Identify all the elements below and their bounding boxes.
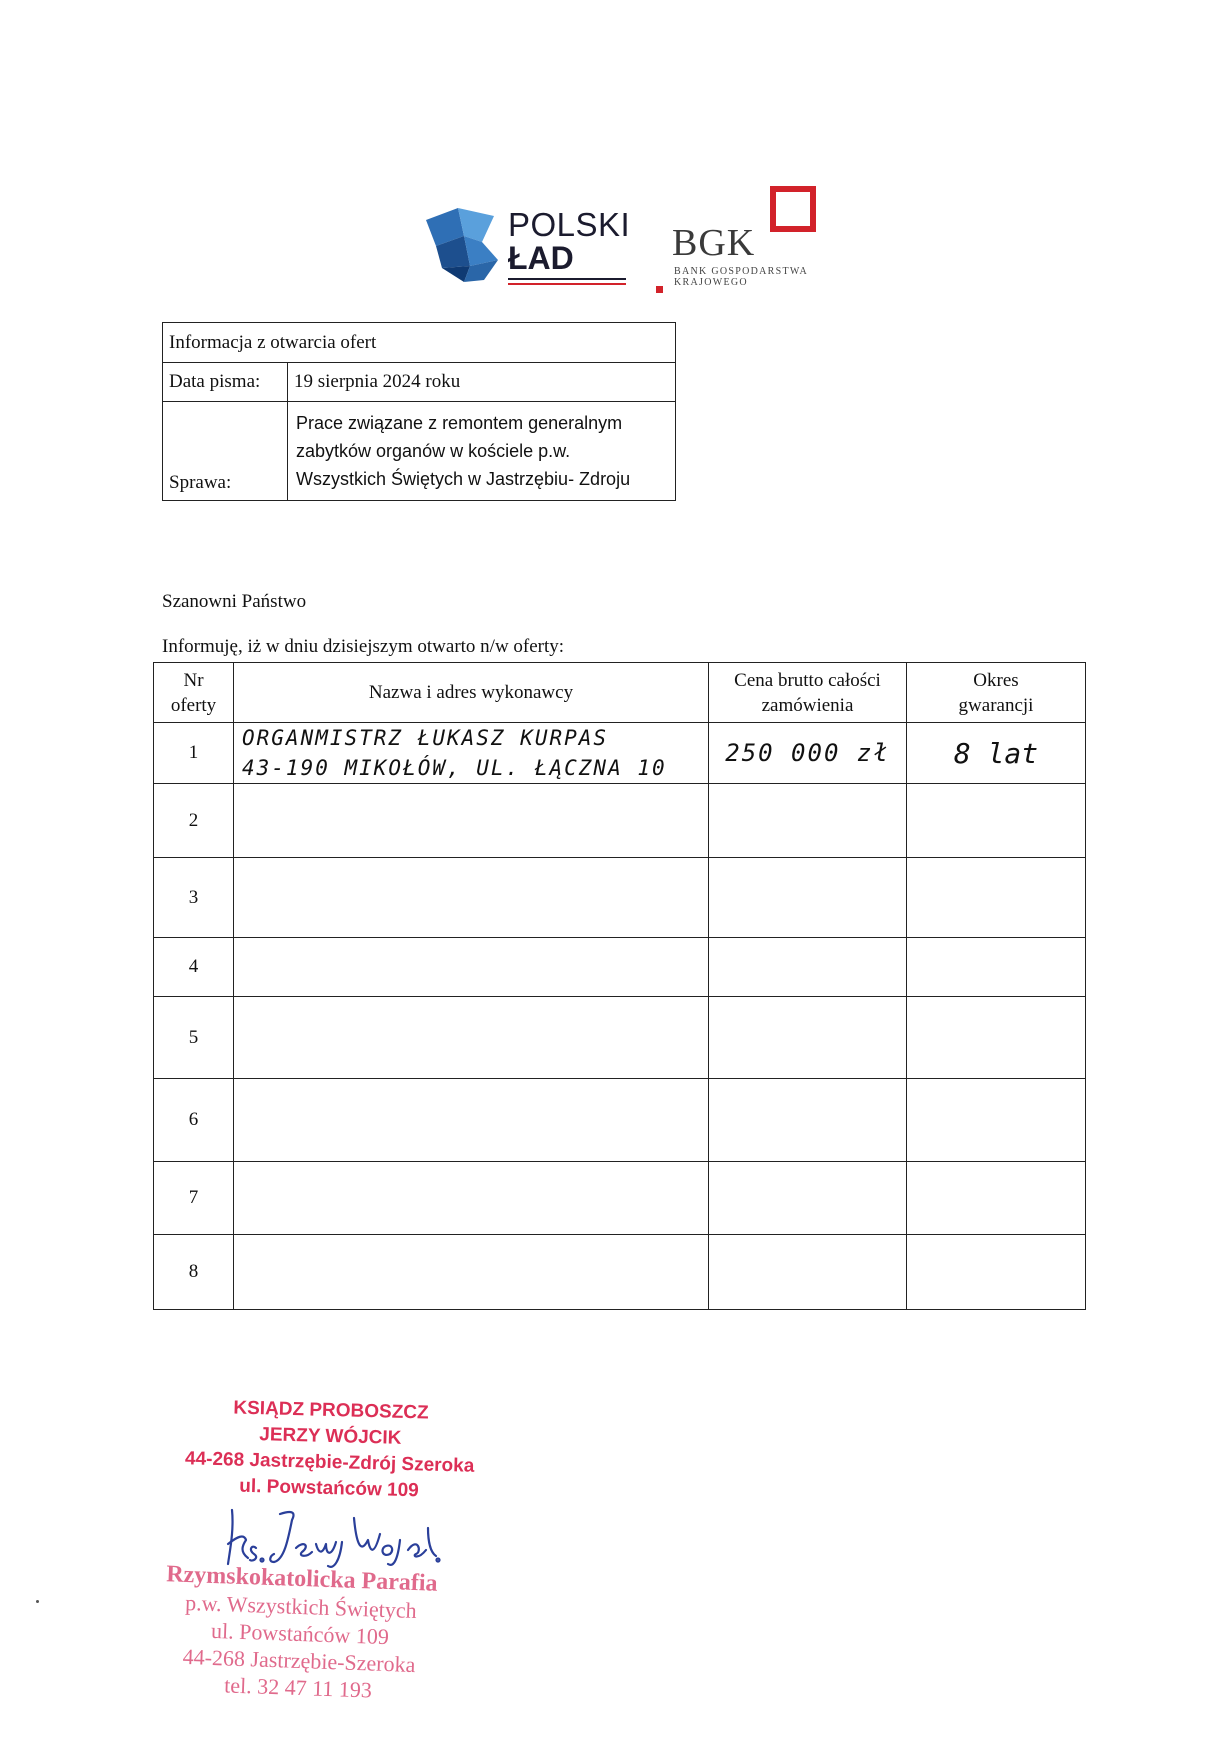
table-row bbox=[154, 1162, 1086, 1235]
bgk-text: BGK bbox=[672, 222, 756, 264]
row-price bbox=[709, 997, 907, 1079]
row-price bbox=[709, 784, 907, 858]
row-nr: 4 bbox=[154, 938, 234, 997]
row-nr: 1 bbox=[154, 723, 234, 784]
row-price bbox=[709, 1162, 907, 1235]
bgk-dot-icon bbox=[656, 286, 663, 293]
parish-stamp-line4: 44-268 Jastrzębie-Szeroka bbox=[182, 1643, 416, 1678]
polski-lad-text-line2: ŁAD bbox=[508, 240, 574, 276]
subject-value bbox=[288, 402, 676, 501]
subject-line1: Prace związane z remontem generalnym bbox=[296, 413, 623, 433]
row-nr: 5 bbox=[154, 997, 234, 1079]
header-nr-line2: oferty bbox=[170, 694, 217, 716]
header-warranty-line2: gwarancji bbox=[958, 694, 1034, 716]
header-warranty-line1: Okres bbox=[973, 669, 1019, 691]
table-row bbox=[154, 723, 1086, 784]
polski-lad-map-icon bbox=[424, 206, 500, 284]
parish-stamp bbox=[118, 1560, 482, 1707]
row-warranty: 8 lat bbox=[907, 723, 1086, 784]
row-warranty bbox=[907, 1079, 1086, 1162]
priest-stamp bbox=[179, 1394, 482, 1506]
row-warranty bbox=[907, 997, 1086, 1079]
row-warranty bbox=[907, 1162, 1086, 1235]
row-name bbox=[234, 938, 709, 997]
row-nr: 6 bbox=[154, 1079, 234, 1162]
polski-lad-logo bbox=[424, 206, 654, 292]
offers-header-row bbox=[154, 663, 1086, 723]
header-price-line2: zamówienia bbox=[761, 694, 854, 716]
header-nr-line1: Nr bbox=[183, 669, 204, 691]
row-nr: 8 bbox=[154, 1235, 234, 1310]
intro-text: Informuję, iż w dniu dzisiejszym otwarto n/w oferty: bbox=[162, 636, 565, 657]
info-title: Informacja z otwarcia ofert bbox=[163, 323, 676, 363]
header-name: Nazwa i adres wykonawcy bbox=[234, 663, 709, 723]
row-price: 250 000 zł bbox=[709, 723, 907, 784]
row-name bbox=[234, 997, 709, 1079]
parish-stamp-line2: p.w. Wszystkich Świętych bbox=[184, 1589, 418, 1624]
row-nr: 2 bbox=[154, 784, 234, 858]
priest-stamp-line4: ul. Powstańców 109 bbox=[238, 1475, 419, 1502]
priest-stamp-line3: 44-268 Jastrzębie-Zdrój Szeroka bbox=[184, 1448, 475, 1477]
offers-table bbox=[153, 662, 1086, 1310]
row-nr: 3 bbox=[154, 858, 234, 938]
row-warranty bbox=[907, 858, 1086, 938]
row-name bbox=[234, 1235, 709, 1310]
row-name-line1: ORGANMISTRZ ŁUKASZ KURPAS bbox=[242, 726, 609, 750]
row-name bbox=[234, 784, 709, 858]
table-row bbox=[154, 784, 1086, 858]
priest-stamp-line1: KSIĄDZ PROBOSZCZ bbox=[233, 1397, 429, 1424]
row-nr: 7 bbox=[154, 1162, 234, 1235]
table-row bbox=[154, 938, 1086, 997]
row-price bbox=[709, 1079, 907, 1162]
parish-stamp-line3: ul. Powstańców 109 bbox=[210, 1617, 390, 1650]
header-nr bbox=[154, 663, 234, 723]
date-value: 19 sierpnia 2024 roku bbox=[288, 363, 676, 402]
row-warranty bbox=[907, 1235, 1086, 1310]
table-row bbox=[154, 858, 1086, 938]
bgk-logo bbox=[656, 186, 826, 298]
bgk-square-icon bbox=[770, 186, 816, 232]
priest-stamp-line2: JERZY WÓJCIK bbox=[259, 1424, 402, 1449]
subject-line3: Wszystkich Świętych w Jastrzębiu- Zdroju bbox=[296, 469, 631, 489]
row-name-line2: 43-190 MIKOŁÓW, UL. ŁĄCZNA 10 bbox=[242, 756, 667, 780]
polski-lad-flag-lines bbox=[508, 278, 626, 286]
bgk-subtitle-line2: KRAJOWEGO bbox=[674, 277, 748, 288]
header-warranty bbox=[907, 663, 1086, 723]
bgk-subtitle-line1: BANK GOSPODARSTWA bbox=[674, 266, 809, 277]
row-warranty bbox=[907, 784, 1086, 858]
row-price bbox=[709, 858, 907, 938]
date-label: Data pisma: bbox=[163, 363, 288, 402]
signature-icon bbox=[222, 1500, 442, 1570]
row-price bbox=[709, 1235, 907, 1310]
subject-label: Sprawa: bbox=[163, 402, 288, 501]
row-warranty bbox=[907, 938, 1086, 997]
table-row bbox=[154, 1235, 1086, 1310]
row-name bbox=[234, 1079, 709, 1162]
row-name bbox=[234, 1162, 709, 1235]
scan-speck bbox=[36, 1600, 39, 1603]
header-price bbox=[709, 663, 907, 723]
row-name bbox=[234, 858, 709, 938]
greeting: Szanowni Państwo bbox=[162, 591, 307, 612]
table-row bbox=[154, 997, 1086, 1079]
parish-stamp-line5: tel. 32 47 11 193 bbox=[223, 1672, 373, 1703]
polski-lad-text-line1: POLSKI bbox=[508, 206, 631, 243]
parish-stamp-line1: Rzymskokatolicka Parafia bbox=[165, 1561, 438, 1597]
row-name bbox=[234, 723, 709, 784]
header-price-line1: Cena brutto całości bbox=[734, 669, 881, 691]
info-table bbox=[162, 322, 676, 501]
bgk-subtitle bbox=[674, 266, 824, 288]
row-price bbox=[709, 938, 907, 997]
subject-line2: zabytków organów w kościele p.w. bbox=[296, 441, 571, 461]
table-row bbox=[154, 1079, 1086, 1162]
